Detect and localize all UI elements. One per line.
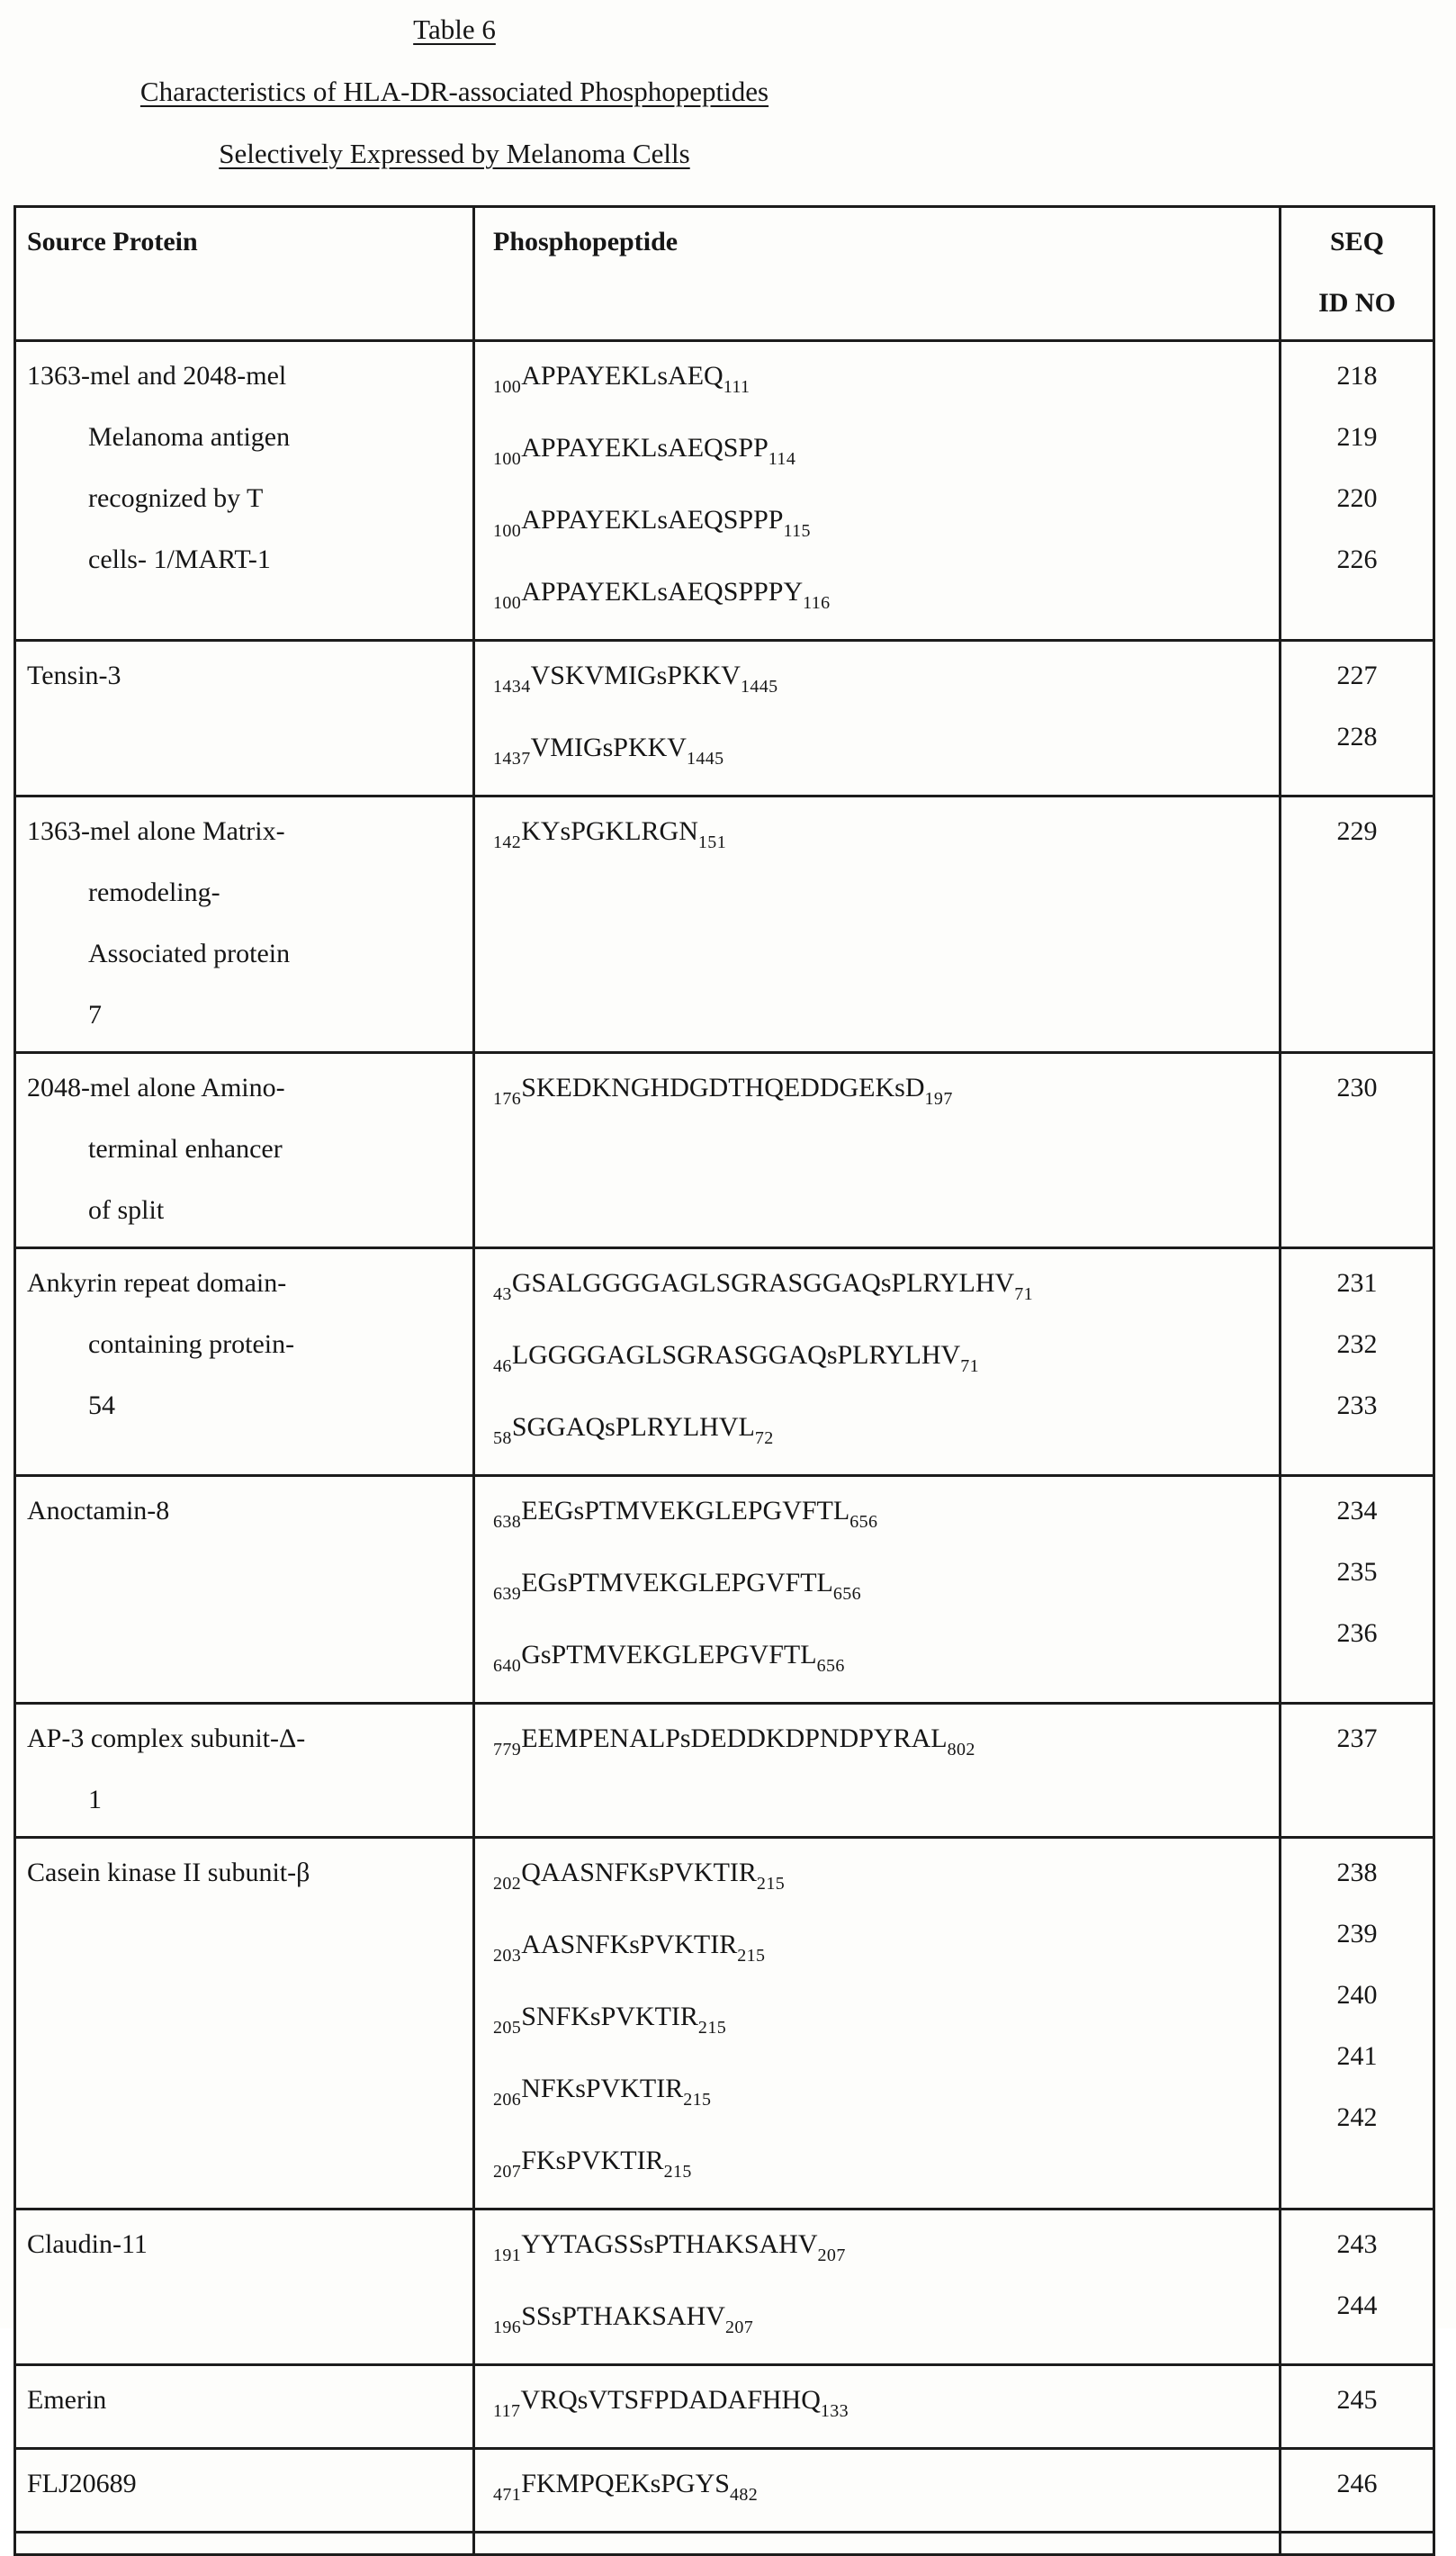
peptide-body: APPAYEKLsAEQSPPPY (521, 577, 804, 607)
residue-end-subscript: 116 (803, 593, 831, 613)
residue-start-subscript: 176 (493, 1089, 522, 1109)
phosphopeptide-cell (475, 2366, 1281, 2447)
source-protein-cell (16, 2366, 475, 2447)
phosphopeptide-sequence (493, 1914, 1272, 1986)
source-protein-cell (16, 1054, 475, 1246)
residue-end-subscript: 111 (723, 377, 750, 397)
seq-id-no: 236 (1336, 1618, 1378, 1648)
phosphopeptide-sequence (493, 1842, 1272, 1914)
header-seq-label: SEQ (1329, 227, 1385, 256)
seq-id-no: 235 (1336, 1557, 1378, 1587)
header-id-no-label: ID NO (1318, 288, 1396, 318)
seq-id-no: 228 (1336, 722, 1378, 752)
phosphopeptide-sequence (493, 1253, 1272, 1325)
table-row (16, 2366, 1433, 2450)
phosphopeptide-cell (475, 642, 1281, 795)
residue-start-subscript: 117 (493, 2401, 521, 2421)
header-phosphopeptide-label: Phosphopeptide (493, 227, 679, 256)
phosphopeptide-sequence (493, 2214, 1272, 2286)
source-protein-cell (16, 1839, 475, 2208)
phosphopeptide-cell (475, 2210, 1281, 2363)
seq-id-no: 241 (1336, 2041, 1378, 2071)
phosphopeptide-sequence (493, 418, 1272, 490)
phosphopeptide-sequence (493, 2058, 1272, 2130)
source-protein-line: of split (88, 1195, 165, 1225)
source-protein-line: Casein kinase II subunit-β (27, 1858, 310, 1887)
seq-id-no: 226 (1336, 544, 1378, 574)
source-protein-line: 1 (88, 1785, 102, 1814)
residue-end-subscript: 115 (783, 521, 811, 541)
table-row (16, 797, 1433, 1054)
seq-id-cell (1281, 1054, 1433, 1246)
peptide-body: GSALGGGGAGLSGRASGGAQsPLRYLHV (511, 1268, 1015, 1298)
seq-id-no: 233 (1336, 1390, 1378, 1420)
phosphopeptide-sequence (493, 2370, 1272, 2442)
residue-end-subscript: 802 (947, 1740, 975, 1760)
peptide-body: SGGAQsPLRYLHVL (511, 1412, 755, 1442)
seq-id-no: 218 (1336, 361, 1378, 391)
residue-end-subscript: 151 (697, 832, 727, 852)
phosphopeptide-sequence (493, 562, 1272, 634)
residue-end-subscript: 215 (756, 1874, 786, 1894)
residue-start-subscript: 58 (493, 1428, 512, 1448)
seq-id-no: 245 (1336, 2385, 1378, 2415)
seq-id-cell (1281, 2366, 1433, 2447)
source-protein-line: 7 (88, 1000, 102, 1030)
table-title: Table 6 (413, 14, 496, 45)
source-protein-line: terminal enhancer (88, 1134, 283, 1164)
source-protein-cell (16, 797, 475, 1051)
residue-end-subscript: 71 (960, 1356, 979, 1376)
source-protein-line: FLJ20689 (27, 2469, 137, 2498)
residue-start-subscript: 206 (493, 2090, 522, 2110)
peptide-body: QAASNFKsPVKTIR (521, 1858, 757, 1887)
phosphopeptide-sequence (493, 2130, 1272, 2202)
residue-start-subscript: 202 (493, 1874, 522, 1894)
peptide-body: VRQsVTSFPDADAFHHQ (520, 2385, 821, 2415)
seq-id-no: 238 (1336, 1858, 1378, 1887)
source-protein-line: remodeling- (88, 878, 220, 907)
table-row (16, 1249, 1433, 1477)
phosphopeptide-sequence (493, 1480, 1272, 1552)
seq-id-no: 237 (1336, 1724, 1378, 1753)
seq-id-cell (1281, 642, 1433, 795)
residue-start-subscript: 46 (493, 1356, 512, 1376)
seq-id-no: 239 (1336, 1919, 1378, 1948)
source-protein-line: 2048-mel alone Amino- (27, 1073, 285, 1102)
source-protein-line: 54 (88, 1390, 115, 1420)
seq-id-no: 246 (1336, 2469, 1378, 2498)
peptide-body: AASNFKsPVKTIR (521, 1930, 738, 1959)
peptide-body: SSsPTHAKSAHV (521, 2301, 725, 2331)
peptide-body: EEGsPTMVEKGLEPGVFTL (521, 1496, 850, 1526)
phosphopeptide-cell (475, 797, 1281, 1051)
seq-id-cell (1281, 1705, 1433, 1836)
peptide-body: FKMPQEKsPGYS (521, 2469, 730, 2498)
peptide-body: FKsPVKTIR (521, 2146, 664, 2175)
seq-id-cell (1281, 342, 1433, 639)
residue-end-subscript: 215 (737, 1946, 766, 1966)
phosphopeptide-sequence (493, 1552, 1272, 1624)
seq-id-no: 220 (1336, 483, 1378, 513)
source-protein-line: 1363-mel alone Matrix- (27, 816, 285, 846)
cut-off-row (16, 2534, 1433, 2553)
phosphopeptide-cell (475, 1705, 1281, 1836)
phosphopeptide-sequence (493, 490, 1272, 562)
peptide-body: APPAYEKLsAEQSPPP (521, 505, 784, 535)
phosphopeptide-cell (475, 342, 1281, 639)
phosphopeptide-cell (475, 1839, 1281, 2208)
table-row (16, 1054, 1433, 1249)
phosphopeptide-sequence (493, 1708, 1272, 1780)
residue-end-subscript: 207 (817, 2246, 846, 2265)
residue-start-subscript: 196 (493, 2318, 522, 2337)
seq-id-no: 243 (1336, 2229, 1378, 2259)
source-protein-line: Associated protein (88, 939, 291, 968)
header-seq-id-no (1281, 208, 1433, 339)
peptide-body: YYTAGSSsPTHAKSAHV (521, 2229, 818, 2259)
source-protein-line: 1363-mel and 2048-mel (27, 361, 287, 391)
source-protein-cell (16, 2450, 475, 2531)
residue-end-subscript: 215 (697, 2018, 727, 2038)
seq-id-no: 234 (1336, 1496, 1378, 1526)
source-protein-line: cells- 1/MART-1 (88, 544, 271, 574)
peptide-body: EEMPENALPsDEDDKDPNDPYRAL (521, 1724, 948, 1753)
header-source-protein-label: Source Protein (27, 227, 198, 256)
phosphopeptide-cell (475, 1054, 1281, 1246)
peptide-body: KYsPGKLRGN (521, 816, 698, 846)
seq-id-cell (1281, 1839, 1433, 2208)
seq-id-no: 240 (1336, 1980, 1378, 2010)
peptide-body: LGGGGAGLSGRASGGAQsPLRYLHV (511, 1340, 961, 1370)
residue-end-subscript: 197 (924, 1089, 953, 1109)
table-row (16, 1705, 1433, 1839)
residue-start-subscript: 100 (493, 377, 522, 397)
phosphopeptide-sequence (493, 346, 1272, 418)
residue-end-subscript: 207 (724, 2318, 754, 2337)
peptide-body: EGsPTMVEKGLEPGVFTL (521, 1568, 833, 1598)
source-protein-cell (16, 1705, 475, 1836)
residue-start-subscript: 100 (493, 593, 522, 613)
residue-start-subscript: 100 (493, 521, 522, 541)
seq-id-cell (1281, 1249, 1433, 1474)
seq-id-no: 219 (1336, 422, 1378, 452)
peptide-body: VSKVMIGsPKKV (530, 661, 741, 690)
peptide-body: GsPTMVEKGLEPGVFTL (521, 1640, 817, 1670)
residue-start-subscript: 639 (493, 1584, 522, 1604)
seq-id-no: 244 (1336, 2290, 1378, 2320)
residue-end-subscript: 656 (816, 1656, 845, 1676)
residue-start-subscript: 1437 (493, 749, 531, 769)
residue-start-subscript: 640 (493, 1656, 522, 1676)
residue-start-subscript: 638 (493, 1512, 522, 1532)
phosphopeptide-sequence (493, 1058, 1272, 1130)
source-protein-line: Emerin (27, 2385, 107, 2415)
table-row (16, 1839, 1433, 2210)
table-row (16, 1477, 1433, 1705)
residue-start-subscript: 471 (493, 2485, 522, 2505)
source-protein-line: Claudin-11 (27, 2229, 148, 2259)
phosphopeptide-cell (475, 2450, 1281, 2531)
peptide-body: APPAYEKLsAEQ (521, 361, 724, 391)
residue-end-subscript: 72 (754, 1428, 774, 1448)
header-source-protein (16, 208, 475, 339)
residue-end-subscript: 1445 (686, 749, 724, 769)
phosphopeptide-sequence (493, 645, 1272, 717)
residue-end-subscript: 215 (663, 2162, 692, 2182)
source-protein-cell (16, 2210, 475, 2363)
seq-id-cell (1281, 2450, 1433, 2531)
cut-off-seq-cell (1281, 2534, 1433, 2553)
peptide-body: VMIGsPKKV (530, 733, 687, 762)
source-protein-cell (16, 1477, 475, 1702)
residue-start-subscript: 205 (493, 2018, 522, 2038)
residue-start-subscript: 191 (493, 2246, 522, 2265)
source-protein-line: Tensin-3 (27, 661, 121, 690)
source-protein-line: recognized by T (88, 483, 264, 513)
seq-id-no: 242 (1336, 2102, 1378, 2132)
table-header-row (16, 208, 1433, 342)
phosphopeptide-sequence (493, 1624, 1272, 1696)
residue-end-subscript: 656 (849, 1512, 878, 1532)
phosphopeptide-cell (475, 1477, 1281, 1702)
residue-end-subscript: 482 (729, 2485, 759, 2505)
peptide-body: APPAYEKLsAEQSPP (521, 433, 768, 463)
residue-start-subscript: 142 (493, 832, 522, 852)
seq-id-no: 232 (1336, 1329, 1378, 1359)
residue-end-subscript: 71 (1014, 1284, 1034, 1304)
source-protein-cell (16, 642, 475, 795)
table-row (16, 2450, 1433, 2534)
table-subtitle-1: Characteristics of HLA-DR-associated Phosphopeptides (139, 76, 769, 107)
phosphopeptide-sequence (493, 2453, 1272, 2525)
phosphopeptide-sequence (493, 1325, 1272, 1397)
residue-end-subscript: 215 (683, 2090, 712, 2110)
residue-start-subscript: 43 (493, 1284, 512, 1304)
phosphopeptide-table (13, 205, 1435, 2556)
source-protein-line: AP-3 complex subunit-Δ- (27, 1724, 306, 1753)
table-body (16, 342, 1433, 2534)
header-phosphopeptide (475, 208, 1281, 339)
cut-off-peptide-cell (475, 2534, 1281, 2553)
residue-end-subscript: 1445 (740, 677, 778, 697)
source-protein-line: Anoctamin-8 (27, 1496, 170, 1526)
seq-id-no: 231 (1336, 1268, 1378, 1298)
phosphopeptide-sequence (493, 801, 1272, 873)
table-row (16, 2210, 1433, 2366)
phosphopeptide-sequence (493, 1397, 1272, 1469)
residue-start-subscript: 203 (493, 1946, 522, 1966)
table-subtitle-2: Selectively Expressed by Melanoma Cells (219, 138, 690, 169)
source-protein-line: Melanoma antigen (88, 422, 291, 452)
table-heading (0, 11, 909, 197)
seq-id-no: 227 (1336, 661, 1378, 690)
source-protein-cell (16, 342, 475, 639)
seq-id-no: 229 (1336, 816, 1378, 846)
source-protein-line: containing protein- (88, 1329, 295, 1359)
residue-end-subscript: 114 (768, 449, 796, 469)
source-protein-cell (16, 1249, 475, 1474)
source-protein-line: Ankyrin repeat domain- (27, 1268, 287, 1298)
phosphopeptide-cell (475, 1249, 1281, 1474)
table-row (16, 342, 1433, 642)
residue-end-subscript: 656 (832, 1584, 862, 1604)
residue-start-subscript: 1434 (493, 677, 531, 697)
peptide-body: SNFKsPVKTIR (521, 2002, 698, 2031)
table-row (16, 642, 1433, 797)
peptide-body: SKEDKNGHDGDTHQEDDGEKsD (521, 1073, 925, 1102)
seq-id-cell (1281, 1477, 1433, 1702)
peptide-body: NFKsPVKTIR (521, 2074, 684, 2103)
phosphopeptide-sequence (493, 717, 1272, 789)
seq-id-no: 230 (1336, 1073, 1378, 1102)
residue-start-subscript: 779 (493, 1740, 522, 1760)
residue-start-subscript: 207 (493, 2162, 522, 2182)
phosphopeptide-sequence (493, 2286, 1272, 2358)
residue-start-subscript: 100 (493, 449, 522, 469)
phosphopeptide-sequence (493, 1986, 1272, 2058)
seq-id-cell (1281, 2210, 1433, 2363)
residue-end-subscript: 133 (820, 2401, 849, 2421)
cut-off-source-cell (16, 2534, 475, 2553)
seq-id-cell (1281, 797, 1433, 1051)
